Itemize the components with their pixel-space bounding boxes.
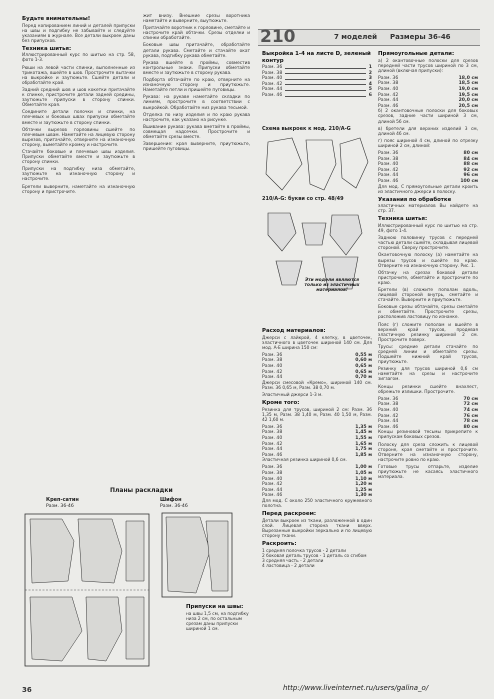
elastic-table-2 (262, 465, 372, 499)
size-value: 96 см (463, 173, 478, 179)
size-label: Разм. 42 (262, 482, 283, 488)
dotted-leader (285, 76, 366, 80)
paragraph: Подборта обтачайте по краю, отверните на изнаночную сторону и приутюжьте. Наметайте петли и пришейте пуговицы. (143, 78, 250, 94)
size-label: Разм. 46 (378, 103, 399, 109)
size-value: 1,65 м (355, 441, 372, 447)
column-1 (22, 14, 135, 197)
size-value: 76 см (463, 413, 478, 419)
size-value: 1,45 м (355, 430, 372, 436)
size-label: Разм. 40 (262, 76, 283, 82)
size-label: Разм. 38 (378, 156, 399, 162)
paragraph: Соедините детали полочки и спинки, на плечевых и боковых швах припуски обметайте вместе и заутюжьте в сторону спинки. (22, 110, 135, 126)
cutting-text: Детали выкроек из ткани, разложенной в один слой. Лицевая сторона ткани вверх. Вырезанные выкройки зеркально и по лицевую сторону ткани. (262, 518, 372, 539)
paragraph: Бретели выверните, наметайте на изнаночную сторону и пристрочите. (22, 184, 135, 195)
size-label: Разм. 38 (262, 471, 283, 477)
size-label: Разм. 44 (262, 87, 283, 93)
paragraph: Эластичный джерси 1-3 м. (262, 392, 323, 398)
size-value: 70 см (463, 396, 478, 402)
models-count: 7 моделей (334, 33, 378, 41)
paragraph: Боковые срезы обтачайте, срезы сметайте и обметайте. Прострочите срезы, расположив ластовицу по изнанке. (378, 305, 478, 321)
size-label: Разм. 40 (378, 86, 399, 92)
paragraph: Заднюю половинку трусов с передней частью детали сшейте, складывая лицевой стороной. Сверху прострочите. (378, 236, 478, 252)
allowance-text: на швы 1,5 см, на подгибку низа 2 см, по остальным срезам даны припуски шириной 1 см. (186, 611, 249, 632)
layouts-heading: Планы раскладки (110, 487, 173, 494)
size-label: Разм. 44 (262, 447, 283, 453)
paragraph: Бретели (в) сложите пополам вдоль, лицевой стороной внутрь, сметайте и стачайте. Выверните и приутюжьте. (378, 287, 478, 304)
strips-heading: Прямоугольные детали: (378, 51, 455, 57)
size-label: Разм. 44 (378, 98, 399, 104)
materials-text: Джерси с лайкрой, 4 клетку, в цветочек, эластичного в цветочек шириной 140 см. Для мод. A-E ширина 150 см: (262, 335, 372, 351)
paragraph: Обтачки вырезов горловины сшейте по плечевым швам. Наметайте на лицевую сторону вырезов, притачайте, отверните на изнаночную сторону, выметайте кромку и настрочите. (22, 127, 135, 148)
paragraph: жит внизу. Внешние срезы воротника наметайте и выверните, выутюжьте. (143, 14, 250, 25)
size-label: Разм. 40 (262, 436, 283, 441)
size-value: 1 (368, 65, 372, 70)
size-value: 1,25 м (355, 487, 372, 493)
size-label: Разм. 38 (262, 430, 283, 436)
sheet-heading: Выкройка 1-4 на листе D, зеленый контур (262, 51, 371, 64)
size-value: 84 см (463, 156, 478, 162)
dotted-leader (285, 71, 366, 75)
size-label: Разм. 42 (378, 413, 399, 419)
dotted-leader (285, 93, 366, 97)
paragraph: Готовые трусы отпарьте, изделие приутюжьте не касаясь эластичного материала. (378, 464, 478, 481)
size-value: 0,70 м (355, 375, 372, 381)
cutting-heading: Перед раскроем: (262, 511, 317, 518)
paragraph: Резинку для трусов шириной 0,6 см наметайте на срезы и настрочите зигзагом. (378, 367, 478, 383)
size-value: 1,75 м (355, 447, 372, 453)
size-value: 1,10 м (355, 476, 372, 482)
size-value: 6 (368, 92, 372, 98)
size-value: 78 см (463, 419, 478, 425)
size-value: 74 см (463, 407, 478, 413)
paragraph: Полоску для среза сложить к лицевой стороне, края сметайте и прострочите. Отверните на изнаночную сторону, настрочите ровно по краю. (378, 442, 478, 463)
size-value: 3 (368, 76, 372, 82)
size-list (262, 65, 372, 99)
dotted-leader (285, 87, 366, 91)
paragraph: Концы резиновой тесьмы прикрепите к припускам боковых срезов. (378, 430, 478, 441)
cut-list-item: 3 средняя часть - 2 детали (262, 558, 324, 564)
scheme-block (262, 126, 374, 326)
strips-text: а) 2 окантовочные полоски для срезов передней части трусов шириной по 3 см, длиной (включая припуски): (378, 58, 478, 74)
technique-heading: Техника шитья: (22, 45, 72, 52)
size-label: Разм. 36 (378, 75, 399, 81)
size-label: Разм. 44 (378, 173, 399, 179)
size-label: Разм. 38 (378, 402, 399, 408)
column-2 (143, 14, 250, 154)
size-value: 2 (368, 70, 372, 76)
layout-title: Шифон (160, 497, 182, 503)
paragraph: Завершение: края выверните, приутюжьте, пришейте пуговицы. (143, 142, 250, 153)
size-value: 80 см (463, 424, 478, 430)
dotted-leader (285, 82, 366, 86)
paragraph: Пояс (г) сложите пополам и вшейте в верхний край трусов, продевая эластичную резинку шириной 2 см. Прострочите поверх. (378, 322, 478, 343)
strips-text-b: б) 2 окантовочные полоски для боковых срезов, задние части шириной 3 см, длиной 56 см. (378, 109, 478, 125)
elastic-length-table (378, 397, 478, 431)
size-value: 19,0 см (458, 86, 478, 92)
size-label: Разм. 40 (262, 363, 283, 369)
size-value: 0,55 м (355, 352, 372, 358)
size-label: Разм. 46 (262, 493, 283, 499)
size-value: 0,65 м (355, 363, 372, 369)
size-value: 20,0 см (458, 98, 478, 104)
size-value: 92 см (463, 167, 478, 173)
size-value: 1,00 м (355, 465, 372, 471)
size-value: 19,5 см (458, 92, 478, 98)
layout-diagram-chiffon (160, 497, 250, 597)
paragraph: Припуски на подгибку низа обметайте, заутюжьте на изнаночную сторону и настрочите. (22, 167, 135, 183)
intro-text: Перед копированием линий и деталей припуски на швы и подгибку не забывайте и следуйте указаниям в журнале. Все детали выкроек даны без припусков. (22, 23, 135, 44)
size-value: 100 см (460, 178, 478, 184)
model-banner (258, 29, 480, 46)
layout-diagram-crepe (22, 497, 152, 672)
column-3 (262, 49, 372, 99)
size-value: 20,5 см (458, 103, 478, 109)
size-label: Разм. 40 (378, 162, 399, 168)
processing-heading: Указания по обработке (378, 196, 452, 203)
materials-heading: Расход материалов: (262, 328, 326, 334)
processing-text: эластичных материалов Вы найдете на стр. 37. (378, 204, 478, 215)
size-value: 0,65 м (355, 369, 372, 375)
size-value: 18,5 см (458, 81, 478, 87)
dotted-leader (285, 65, 366, 69)
size-label: Разм. 36 (262, 352, 283, 358)
size-label: Разм. 40 (378, 407, 399, 413)
size-value: 1,85 м (355, 452, 372, 458)
pattern-scheme-svg (262, 134, 374, 194)
size-label: Разм. 36 (262, 65, 283, 70)
cut-list-item: 2 боковая деталь трусов - 1 деталь со сгибом (262, 553, 367, 559)
strips-text-c: в) бретели для верхних изделий 3 см, длиной 46 см. (378, 126, 478, 137)
allowance-heading: Припуски на швы: (186, 604, 244, 610)
size-value: 0,60 м (355, 358, 372, 364)
column-3-lower (262, 326, 372, 569)
paragraph: Стачайте боковые и плечевые швы изделия. Припуски обметайте вместе и заутюжьте в сторону спинки. (22, 149, 135, 166)
cut-list-item: 4 ластовица - 2 детали (262, 563, 315, 569)
size-row (262, 93, 372, 99)
elastic-table-1 (262, 425, 372, 459)
layout-sizes: Разм. 36-46 (160, 504, 188, 509)
size-value: 1,05 м (355, 471, 372, 477)
paragraph: Концы резинки сшейте внахлест, обрежьте излишки. Прострочите. (378, 384, 478, 395)
paragraph: Рукава: на рукаве наметайте складки по линиям, прострочите в соответствии с выкройкой. Обработайте низ рукава тесьмой. (143, 95, 250, 111)
cut-list-heading: Раскроить: (262, 541, 297, 548)
paragraph: Окантовочную полоску (а) наметайте на вырезы трусов и сшейте по краю. Отверните на изнаночную сторону. Рис. 1. (378, 253, 478, 269)
paragraph: Рюши на левой части спинки, выполненные из трикотажа, вшейте в шов. Прострочите вытачки на выкройке и заутюжьте. Сшейте детали и обработайте край. (22, 65, 135, 86)
paragraph: Вшивание рукава: рукава вметайте в проймы, совмещая надсечки. Прострочите и обметайте срезы вместе. (143, 124, 250, 140)
paragraph: Боковые швы притачайте, обработайте детали рукава. Сметайте и стачайте окат рукава, подгибку рукава обметайте. (143, 43, 250, 59)
paragraph: Отделка по низу изделия и по краю рукава настрочите, как указано на рисунке. (143, 112, 250, 123)
size-label: Разм. 44 (262, 375, 283, 381)
size-label: Разм. 42 (262, 441, 283, 447)
size-label: Разм. 38 (262, 70, 283, 76)
paragraph: Обтачку на срезах боковой детали пристрочите, обметайте и прострочите по краю. (378, 270, 478, 286)
size-label: Разм. 40 (262, 476, 283, 482)
warning-heading: Будьте внимательны! (22, 16, 91, 22)
size-value: 18,0 см (458, 75, 478, 81)
size-label: Разм. 42 (378, 92, 399, 98)
strips-text-d: г) пояс шириной 4 см, длиной по отрезку шириной 2 см, длиной: (378, 138, 478, 149)
cutting-layout-svg (22, 511, 152, 671)
cut-list (262, 549, 372, 569)
size-range: Размеры 36-46 (390, 33, 451, 41)
size-label: Разм. 38 (378, 81, 399, 87)
size-label: Разм. 42 (262, 81, 283, 87)
source-url: http://www.liveinternet.ru/users/galina_o/ (283, 684, 429, 692)
strips-table-d (378, 151, 478, 185)
size-label: Разм. 46 (262, 452, 283, 458)
size-value: 1,20 м (355, 482, 372, 488)
page-footer (0, 683, 494, 699)
size-value: 1,30 м (355, 493, 372, 499)
size-label: Разм. 42 (378, 167, 399, 173)
scheme-heading: Схема выкроек к мод. 210/A-G (262, 126, 351, 132)
size-value: 1,55 м (355, 436, 372, 441)
layout-title: Креп-сатин (46, 497, 79, 503)
paragraph: Иллюстрированный курс по шитью на стр. 58, фото 1-3. (22, 53, 135, 64)
size-label: Разм. 38 (262, 358, 283, 364)
technique-heading: Техника шитья: (378, 216, 428, 223)
paragraph: Рукава вшейте в проймы, совместив контрольные знаки. Припуски обметайте вместе и заутюжьте в сторону рукава. (143, 60, 250, 76)
paragraph: Притачайте воротник к горловине, сметайте и настрочите край обтачки. Срезы отделки и спинки обработайте. (143, 26, 250, 42)
paragraph: Джерси смесовой «Кремо», шириной 140 см. Разм. 36 0,65 м, Разм. 38 0,70 м. (262, 380, 372, 391)
additional-text: Резинка для трусов, шириной 2 см: Разм. 36 1,35 м, Разм. 38 1,40 м, Разм. 40 1,50 м, Разм. 42 1,60 м. (262, 407, 372, 423)
size-value: 5 (368, 87, 372, 93)
size-label: Разм. 36 (262, 465, 283, 471)
size-value: 4 (368, 81, 372, 87)
size-value: 1,35 м (355, 424, 372, 430)
scheme-subheading: 210/A-G: букви со стр. 48/49 (262, 196, 344, 202)
size-value: 88 см (463, 162, 478, 168)
size-label: Разм. 36 (378, 396, 399, 402)
size-label: Разм. 46 (262, 92, 283, 98)
size-label: Разм. 44 (378, 419, 399, 425)
additional-heading: Кроме того: (262, 400, 300, 407)
size-value: 72 см (463, 402, 478, 408)
paragraph: Задний средний шов и шов кокетки притачайте к спинке, пристрочите детали задней средины, заутюжьте припуски в сторону спинки. Обметайте края. (22, 87, 135, 109)
layout-sizes: Разм. 36-46 (46, 504, 74, 509)
elastic-text: Эластичная резинка шириной 0,6 см. (262, 458, 347, 464)
lace-text: Для мод. C около 250 эластичного кружевного полотна. (262, 499, 372, 510)
page-number: 36 (22, 686, 32, 694)
size-label: Разм. 46 (378, 178, 399, 184)
paragraph: Иллюстрированный курс по шитью на стр. 49, фото 1-4. (378, 223, 478, 235)
size-value: 80 см (463, 151, 478, 156)
scheme-note: Эти модели являются только из эластичных материалов! (304, 278, 360, 293)
model-number: 210 (260, 27, 296, 47)
allowance-block (186, 602, 252, 634)
size-label: Разм. 36 (378, 151, 399, 156)
materials-table (262, 353, 372, 381)
size-label: Разм. 44 (262, 487, 283, 493)
size-label: Разм. 46 (378, 424, 399, 430)
cut-list-item: 1 средняя полочка трусов - 2 детали (262, 548, 347, 554)
strips-note: Для мод. C прямоугольные детали кроить из эластичного джерси в полоску. (378, 184, 478, 195)
cutting-layout-svg (160, 511, 250, 601)
size-label: Разм. 42 (262, 369, 283, 375)
size-label: Разм. 36 (262, 424, 283, 430)
strips-table-a (378, 76, 478, 110)
paragraph: Трусы: средние детали стачайте по средней линии и обметайте срезы. Подшейте нижний край трусов, приутюжьте. (378, 344, 478, 366)
column-4 (378, 49, 478, 482)
